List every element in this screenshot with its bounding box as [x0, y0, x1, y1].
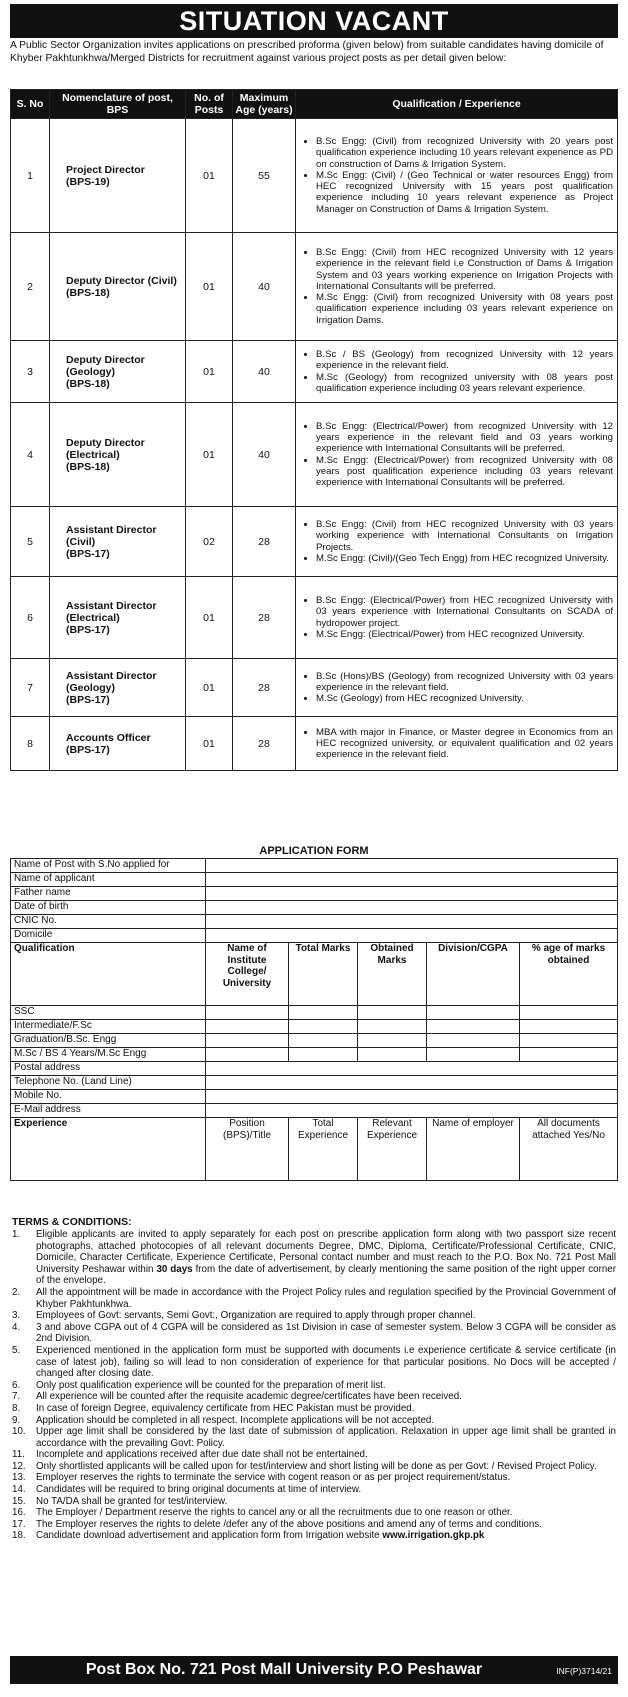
qualification-row	[11, 1034, 618, 1048]
post-bps: (BPS-17)	[66, 623, 110, 636]
term-number: 9.	[12, 1414, 21, 1426]
table-row	[11, 577, 618, 659]
table-row	[11, 233, 618, 341]
experience-header-row	[11, 1118, 618, 1181]
field-label: Date of birth	[11, 901, 206, 915]
post-title: Assistant Director (Electrical)	[66, 599, 157, 624]
term-text: 3 and above CGPA out of 4 CGPA will be considered as 1st Division in case of semester system. Below 3 CGPA will be consider as 2nd Division.	[36, 1321, 616, 1345]
term-number: 10.	[12, 1426, 26, 1438]
field-input[interactable]	[206, 1090, 618, 1104]
row-qualification	[296, 577, 618, 659]
term-item	[12, 1507, 616, 1519]
form-personal-section	[11, 859, 618, 943]
term-item	[12, 1530, 616, 1542]
posts-table	[10, 89, 618, 771]
field-input[interactable]	[206, 901, 618, 915]
qualification-cell[interactable]	[358, 1034, 427, 1048]
term-number: 17.	[12, 1518, 26, 1530]
term-number: 14.	[12, 1484, 26, 1496]
form-field-row	[11, 873, 618, 887]
qualification-item: • B.Sc Engg: (Civil) from HEC recognized University with 12 years experience in the relevant field i.e Construction of Dams & Irrigation System and 03 years working experience on Irrigation Projects with International Consultants will be preferred.	[316, 247, 613, 292]
term-item	[12, 1426, 616, 1449]
posts-table-header	[11, 90, 618, 119]
col-sno: S. No	[11, 90, 50, 119]
qualification-item: • M.Sc Engg: (Electrical/Power) from recognized University with 08 years post qualification experience including 03 years relevant experience with International Consultants will be preferred.	[316, 455, 613, 489]
term-text: All experience will be counted after the requisite academic degree/certificates have been received.	[36, 1391, 462, 1403]
form-contact-section	[11, 1062, 618, 1118]
qualification-cell[interactable]	[206, 1048, 289, 1062]
row-qualification	[296, 717, 618, 771]
row-max-age: 55	[233, 119, 296, 233]
terms-title: TERMS & CONDITIONS:	[12, 1216, 132, 1228]
term-item	[12, 1310, 616, 1322]
qualification-cell[interactable]	[289, 1034, 358, 1048]
qualification-item: • B.Sc Engg: (Civil) from recognized University with 20 years post qualification experience including 10 years relevant experience as PD on construction of Dams & Irrigation System.	[316, 136, 613, 170]
form-contact-row	[11, 1062, 618, 1076]
col-qualification: Qualification / Experience	[296, 90, 618, 119]
form-qualification-section	[11, 943, 618, 1006]
term-text: Eligible applicants are invited to apply separately for each post on prescribe application form along with two passport size recent photographs, attached photocopies of all relevant documents Degree, DMC, Diploma, Certificate/Professional Certificate, CNIC, Domicile, Character Certificate, Experience Certificate, Personal contact number and must reach to the P.O. Box No. 721 Post Mall University Peshawar within 30 days from the date of advertisement, by clearly mentioning the same position of the right upper corner of the envelope.	[36, 1229, 616, 1287]
row-posts-count: 02	[186, 507, 233, 577]
qualification-cell[interactable]	[289, 1006, 358, 1020]
term-item	[12, 1287, 616, 1310]
form-contact-row	[11, 1104, 618, 1118]
qualification-header-row	[11, 943, 618, 1006]
post-bps: (BPS-18)	[66, 286, 110, 299]
form-field-row	[11, 929, 618, 943]
qualification-list	[300, 247, 613, 325]
field-label: Mobile No.	[11, 1090, 206, 1104]
form-contact-row	[11, 1090, 618, 1104]
term-text: In case of foreign Degree, equivalency certificate from HEC Pakistan must be provided.	[36, 1402, 415, 1414]
qualification-cell[interactable]	[520, 1034, 618, 1048]
term-number: 16.	[12, 1507, 26, 1519]
row-posts-count: 01	[186, 659, 233, 717]
field-label: CNIC No.	[11, 915, 206, 929]
row-qualification	[296, 403, 618, 507]
qualification-item: • M.Sc Engg: (Civil) / (Geo Technical or water resources Engg) from HEC recognized University with 15 years post qualification experience including 10 years relevant experience as Project Manager on Construction of Dams & Irrigation System.	[316, 170, 613, 215]
qualification-list	[300, 671, 613, 705]
row-post-name	[50, 507, 186, 577]
term-text: All the appointment will be made in accordance with the Project Policy rules and regulation specified by the Provincial Government of Khyber Pakhtunkhwa.	[36, 1286, 616, 1310]
qualification-cell[interactable]	[520, 1048, 618, 1062]
term-item	[12, 1519, 616, 1531]
qualification-item: • M.Sc Engg: (Civil) from recognized University with 08 years post qualification experience including 03 years relevant experience on Irrigation Dams.	[316, 292, 613, 326]
experience-header-position: Position (BPS)/Title	[206, 1118, 289, 1181]
post-title: Deputy Director (Civil)	[66, 274, 177, 287]
row-max-age: 28	[233, 577, 296, 659]
experience-header-relevant: Relevant Experience	[358, 1118, 427, 1181]
form-experience-section	[11, 1118, 618, 1181]
field-input[interactable]	[206, 887, 618, 901]
term-item	[12, 1380, 616, 1392]
qualification-item: • B.Sc Engg: (Civil) from HEC recognized University with 03 years working experience with International Consultants on Irrigation Projects.	[316, 519, 613, 553]
term-item	[12, 1472, 616, 1484]
post-title: Project Director	[66, 163, 145, 176]
qualification-cell[interactable]	[358, 1006, 427, 1020]
form-field-row	[11, 859, 618, 873]
post-bps: (BPS-17)	[66, 693, 110, 706]
application-form-title: APPLICATION FORM	[259, 845, 369, 857]
field-label: Telephone No. (Land Line)	[11, 1076, 206, 1090]
field-input[interactable]	[206, 929, 618, 943]
term-item	[12, 1461, 616, 1473]
form-qualification-rows	[11, 1006, 618, 1062]
row-post-name	[50, 403, 186, 507]
term-item	[12, 1415, 616, 1427]
experience-header-employer: Name of employer	[427, 1118, 520, 1181]
footer-bar	[10, 1656, 618, 1684]
field-label: Father name	[11, 887, 206, 901]
term-text: The Employer reserves the rights to delete /defer any of the above positions and amend any of terms and conditions.	[36, 1518, 542, 1530]
page-title: SITUATION VACANT	[10, 4, 618, 38]
qualification-label: SSC	[11, 1006, 206, 1020]
term-text: Incomplete and applications received after due date shall not be entertained.	[36, 1449, 368, 1461]
row-max-age: 40	[233, 403, 296, 507]
qualification-item: • M.Sc Engg: (Civil)/(Geo Tech Engg) from HEC recognized University.	[316, 553, 613, 564]
qualification-list	[300, 421, 613, 488]
qualification-item: • B.Sc Engg: (Electrical/Power) from recognized University with 12 years experience in the relevant field and 03 years working experience with International Consultants will be preferred.	[316, 421, 613, 455]
term-item	[12, 1496, 616, 1508]
row-post-name	[50, 659, 186, 717]
experience-header-label: Experience	[11, 1118, 206, 1181]
row-posts-count: 01	[186, 403, 233, 507]
row-qualification	[296, 507, 618, 577]
field-label: Name of applicant	[11, 873, 206, 887]
form-field-row	[11, 901, 618, 915]
qualification-list	[300, 595, 613, 640]
intro-paragraph: A Public Sector Organization invites applications on prescribed proforma (given below) from suitable candidates having domicile of Khyber Pakhtunkhwa/Merged Districts for recruitment against various project posts as per detail given below:	[10, 40, 604, 64]
qualification-cell[interactable]	[206, 1034, 289, 1048]
qualification-list	[300, 349, 613, 394]
term-item	[12, 1391, 616, 1403]
experience-header-documents: All documents attached Yes/No	[520, 1118, 618, 1181]
row-max-age: 40	[233, 233, 296, 341]
post-title: Assistant Director (Geology)	[66, 669, 157, 694]
row-max-age: 28	[233, 659, 296, 717]
row-sno: 2	[11, 233, 50, 341]
field-label: Domicile	[11, 929, 206, 943]
field-label: Name of Post with S.No applied for	[11, 859, 206, 873]
post-bps: (BPS-18)	[66, 377, 110, 390]
row-post-name	[50, 119, 186, 233]
row-sno: 7	[11, 659, 50, 717]
qualification-cell[interactable]	[289, 1048, 358, 1062]
qualification-header-institute: Name of Institute College/ University	[206, 943, 289, 1006]
qualification-cell[interactable]	[206, 1020, 289, 1034]
footer-address: Post Box No. 721 Post Mall University P.O Peshawar	[85, 1661, 483, 1678]
field-label: E-Mail address	[11, 1104, 206, 1118]
qualification-cell[interactable]	[358, 1020, 427, 1034]
qualification-header-label: Qualification	[11, 943, 206, 1006]
col-age: Maximum Age (years)	[233, 90, 296, 119]
application-form-table	[10, 858, 618, 1181]
form-field-row	[11, 915, 618, 929]
qualification-item: • B.Sc Engg: (Electrical/Power) from HEC recognized University with 03 years experience with International Consultants on SCADA of hydropower project.	[316, 595, 613, 629]
col-posts: No. of Posts	[186, 90, 233, 119]
col-post: Nomenclature of post, BPS	[50, 90, 186, 119]
row-qualification	[296, 659, 618, 717]
qualification-item: • B.Sc / BS (Geology) from recognized University with 12 years experience in the relevant field.	[316, 349, 613, 371]
row-posts-count: 01	[186, 233, 233, 341]
qualification-header-percent: % age of marks obtained	[520, 943, 618, 1006]
row-sno: 6	[11, 577, 50, 659]
term-text: The Employer / Department reserve the rights to cancel any or all the recruitments due to one reason or other.	[36, 1507, 513, 1519]
qualification-cell[interactable]	[358, 1048, 427, 1062]
table-row	[11, 119, 618, 233]
term-item	[12, 1449, 616, 1461]
row-posts-count: 01	[186, 119, 233, 233]
qualification-row	[11, 1048, 618, 1062]
term-number: 15.	[12, 1495, 26, 1507]
row-posts-count: 01	[186, 577, 233, 659]
table-row	[11, 403, 618, 507]
post-bps: (BPS-17)	[66, 743, 110, 756]
term-text: Only shortlisted applicants will be called upon for test/interview and short listing will be done as per Govt: / Revised Project Policy.	[36, 1460, 597, 1472]
qualification-cell[interactable]	[427, 1020, 520, 1034]
qualification-label: Graduation/B.Sc. Engg	[11, 1034, 206, 1048]
qualification-item: • M.Sc (Geology) from recognized university with 08 years post qualification experience including 03 years relevant experience.	[316, 372, 613, 394]
term-number: 2.	[12, 1286, 21, 1298]
term-text: Employer reserves the rights to terminate the service with cogent reason or as per project requirement/status.	[36, 1472, 511, 1484]
qualification-label: Intermediate/F.Sc	[11, 1020, 206, 1034]
qualification-item: • B.Sc (Hons)/BS (Geology) from recognized University with 03 years experience in the relevant field.	[316, 671, 613, 693]
qualification-cell[interactable]	[427, 1048, 520, 1062]
field-input[interactable]	[206, 873, 618, 887]
row-sno: 1	[11, 119, 50, 233]
table-row	[11, 717, 618, 771]
terms-list	[12, 1229, 616, 1542]
post-title: Assistant Director (Civil)	[66, 523, 157, 548]
field-input[interactable]	[206, 1062, 618, 1076]
row-sno: 3	[11, 341, 50, 403]
table-row	[11, 659, 618, 717]
row-sno: 4	[11, 403, 50, 507]
field-input[interactable]	[206, 1076, 618, 1090]
term-number: 4.	[12, 1321, 21, 1333]
qualification-list	[300, 727, 613, 761]
post-title: Deputy Director (Geology)	[66, 353, 145, 378]
qualification-list	[300, 519, 613, 564]
qualification-header-total: Total Marks	[289, 943, 358, 1006]
experience-header-total: Total Experience	[289, 1118, 358, 1181]
term-number: 5.	[12, 1344, 21, 1356]
qualification-cell[interactable]	[520, 1020, 618, 1034]
term-text: No TA/DA shall be granted for test/interview.	[36, 1495, 228, 1507]
field-input[interactable]	[206, 915, 618, 929]
row-sno: 8	[11, 717, 50, 771]
term-item	[12, 1484, 616, 1496]
row-sno: 5	[11, 507, 50, 577]
post-bps: (BPS-17)	[66, 547, 110, 560]
table-row	[11, 507, 618, 577]
field-input[interactable]	[206, 1104, 618, 1118]
post-title: Deputy Director (Electrical)	[66, 436, 145, 461]
term-text: Experienced mentioned in the application form must be supported with documents i.e experience certificate & service certificate (in case of latest job), failing so will lead to non consideration of experience for that particular positions. No Docs will be accepted / changed after closing date.	[36, 1344, 616, 1380]
posts-table-body	[11, 119, 618, 771]
qualification-cell[interactable]	[427, 1006, 520, 1020]
post-bps: (BPS-19)	[66, 175, 110, 188]
footer-code: INF(P)3714/21	[556, 1666, 612, 1676]
term-item	[12, 1403, 616, 1415]
term-text: Upper age limit shall be considered by the last date of submission of application. Relaxation in upper age limit shall be granted in accordance with the prevailing Govt: Policy.	[36, 1426, 616, 1449]
qualification-header-division: Division/CGPA	[427, 943, 520, 1006]
term-number: 12.	[12, 1460, 26, 1472]
field-input[interactable]	[206, 859, 618, 873]
qualification-row	[11, 1006, 618, 1020]
term-number: 8.	[12, 1402, 21, 1414]
qualification-list	[300, 136, 613, 214]
row-max-age: 28	[233, 507, 296, 577]
form-contact-row	[11, 1076, 618, 1090]
row-qualification	[296, 233, 618, 341]
term-number: 18.	[12, 1530, 26, 1542]
qualification-label: M.Sc / BS 4 Years/M.Sc Engg	[11, 1048, 206, 1062]
field-label: Postal address	[11, 1062, 206, 1076]
qualification-cell[interactable]	[289, 1020, 358, 1034]
term-item	[12, 1229, 616, 1287]
term-number: 1.	[12, 1229, 21, 1240]
term-number: 6.	[12, 1379, 21, 1391]
post-bps: (BPS-18)	[66, 460, 110, 473]
term-text: Only post qualification experience will be counted for the preparation of merit list.	[36, 1379, 386, 1391]
row-post-name	[50, 341, 186, 403]
term-text: Application should be completed in all respect. Incomplete applications will be not accepted.	[36, 1414, 435, 1426]
row-post-name	[50, 577, 186, 659]
post-title: Accounts Officer	[66, 731, 151, 744]
qualification-item: • MBA with major in Finance, or Master degree in Economics from an HEC recognized university, or equivalent qualification and 02 years experience in the relevant field.	[316, 727, 613, 761]
form-field-row	[11, 887, 618, 901]
qualification-cell[interactable]	[206, 1006, 289, 1020]
term-text: Candidates will be required to bring original documents at time of interview.	[36, 1484, 362, 1496]
term-text: Candidate download advertisement and application form from Irrigation website www.irrigation.gkp.pk	[36, 1530, 485, 1542]
row-posts-count: 01	[186, 341, 233, 403]
term-number: 7.	[12, 1391, 21, 1403]
qualification-item: • M.Sc (Geology) from HEC recognized University.	[316, 693, 613, 704]
row-max-age: 40	[233, 341, 296, 403]
qualification-cell[interactable]	[520, 1006, 618, 1020]
term-item	[12, 1345, 616, 1380]
row-max-age: 28	[233, 717, 296, 771]
term-item	[12, 1322, 616, 1345]
row-posts-count: 01	[186, 717, 233, 771]
term-number: 13.	[12, 1472, 26, 1484]
row-post-name	[50, 717, 186, 771]
term-text: Employees of Govt: servants, Semi Govt:, Organization are required to apply through proper channel.	[36, 1310, 476, 1322]
term-number: 3.	[12, 1310, 21, 1322]
term-number: 11.	[12, 1449, 25, 1461]
qualification-row	[11, 1020, 618, 1034]
row-post-name	[50, 233, 186, 341]
qualification-cell[interactable]	[427, 1034, 520, 1048]
row-qualification	[296, 341, 618, 403]
qualification-header-obtained: Obtained Marks	[358, 943, 427, 1006]
row-qualification	[296, 119, 618, 233]
table-row	[11, 341, 618, 403]
qualification-item: • M.Sc Engg: (Electrical/Power) from HEC recognized University.	[316, 629, 613, 640]
